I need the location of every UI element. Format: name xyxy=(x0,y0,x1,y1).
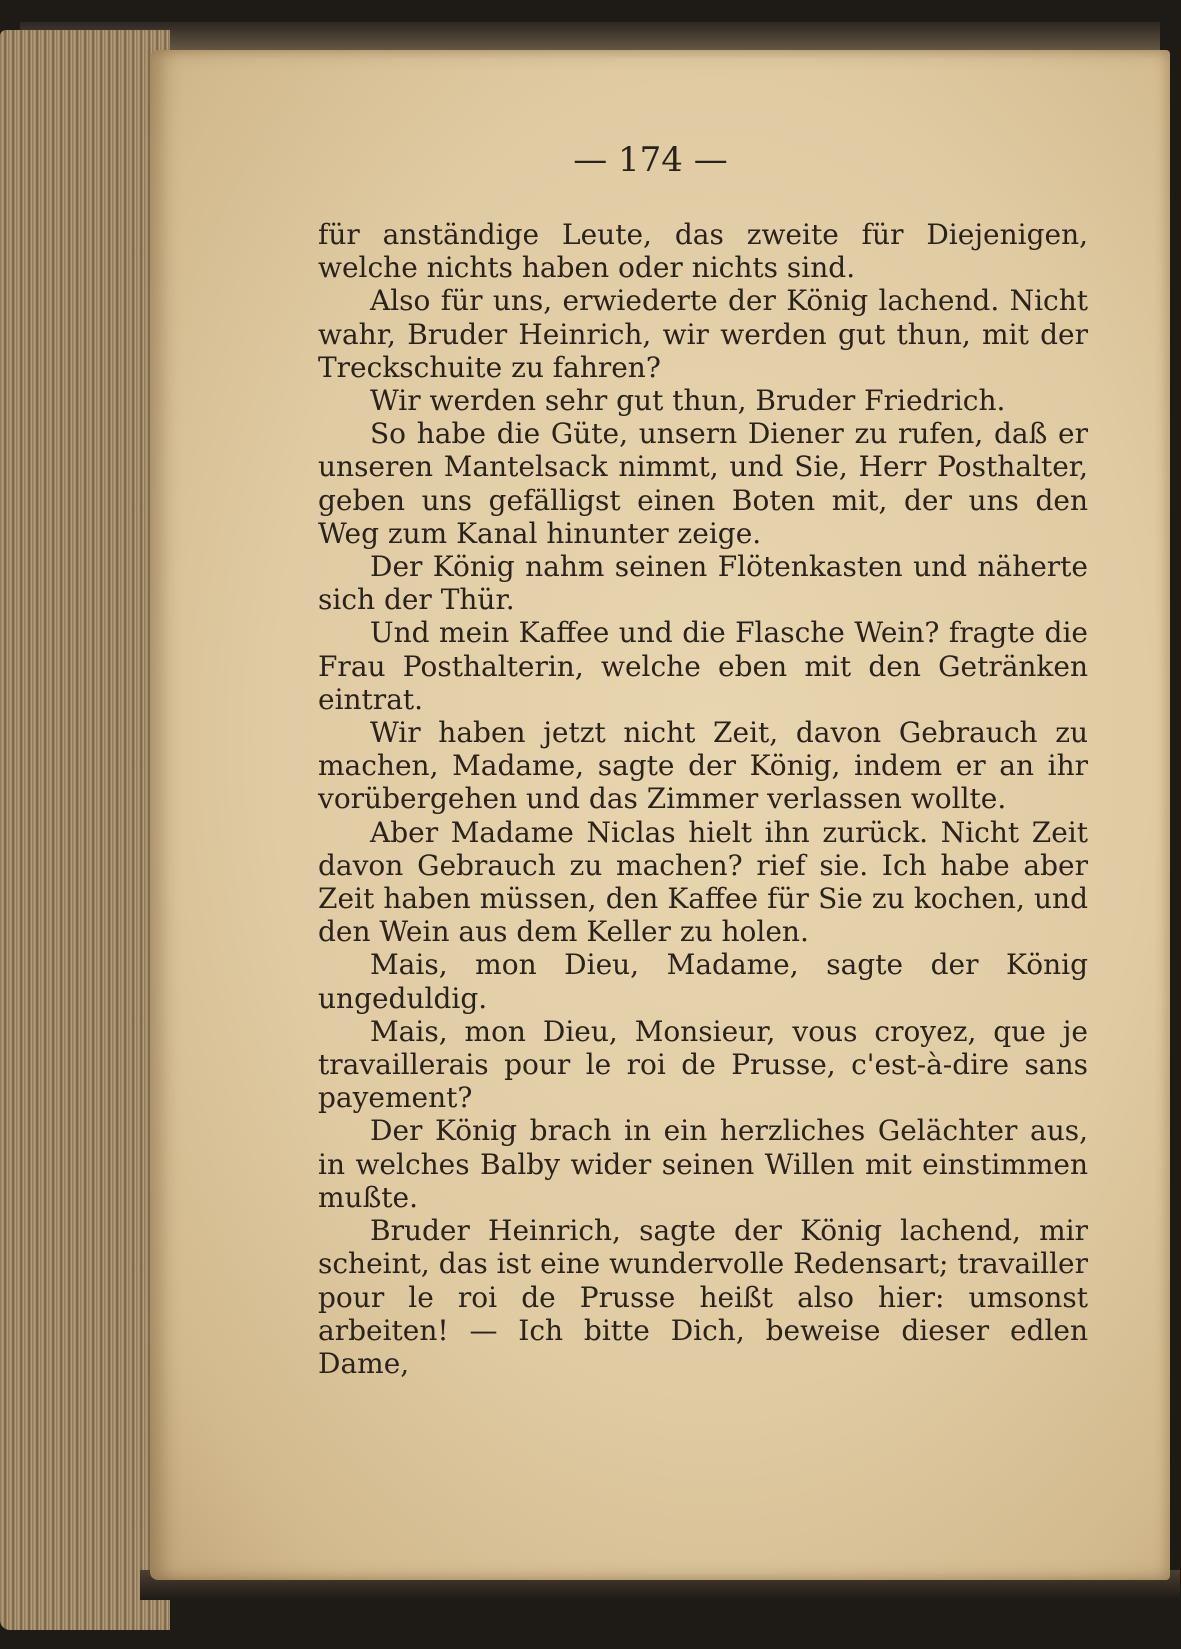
paragraph: Wir haben jetzt nicht Zeit, davon Gebrauch zu machen, Madame, sagte der König, indem er an ihr vorübergehen und das Zimmer verlassen wollte. xyxy=(318,716,1088,816)
paragraph: So habe die Güte, unsern Diener zu rufen, daß er unseren Mantelsack nimmt, und Sie, Herr Posthalter, geben uns gefälligst einen Boten mit, der uns den Weg zum Kanal hinunter zeige. xyxy=(318,417,1088,550)
page-number: — 174 — xyxy=(573,140,728,180)
body-text xyxy=(318,218,1088,1380)
book-page-edges xyxy=(0,30,170,1630)
paragraph: Wir werden sehr gut thun, Bruder Friedrich. xyxy=(370,384,1006,418)
paragraph: Also für uns, erwiederte der König lachend. Nicht wahr, Bruder Heinrich, wir werden gut thun, mit der Treckschuite zu fahren? xyxy=(318,284,1088,384)
paragraph: Mais, mon Dieu, Monsieur, vous croyez, que je travaillerais pour le roi de Prusse, c'est-à-dire sans payement? xyxy=(318,1014,1088,1115)
paragraph: Und mein Kaffee und die Flasche Wein? fragte die Frau Posthalterin, welche eben mit den Getränken eintrat. xyxy=(318,616,1088,716)
paragraph: Aber Madame Niclas hielt ihn zurück. Nicht Zeit davon Gebrauch zu machen? rief sie. Ich habe aber Zeit haben müssen, den Kaffee für Sie zu kochen, und den Wein aus dem Keller zu holen. xyxy=(318,815,1088,949)
paragraph: Bruder Heinrich, sagte der König lachend, mir scheint, das ist eine wundervolle Redensart; travailler pour le roi de Prusse heißt also hier: umsonst arbeiten! — Ich bitte Dich, beweise dieser edlen Dame, xyxy=(318,1214,1088,1380)
paragraph: Der König brach in ein herzliches Gelächter aus, in welches Balby wider seinen Willen mit einstimmen mußte. xyxy=(318,1114,1088,1214)
paragraph: Der König nahm seinen Flötenkasten und näherte sich der Thür. xyxy=(318,550,1088,617)
paragraph: Mais, mon Dieu, Madame, sagte der König ungeduldig. xyxy=(318,948,1088,1015)
paragraph: für anständige Leute, das zweite für Diejenigen, welche nichts haben oder nichts sind. xyxy=(318,218,1088,285)
